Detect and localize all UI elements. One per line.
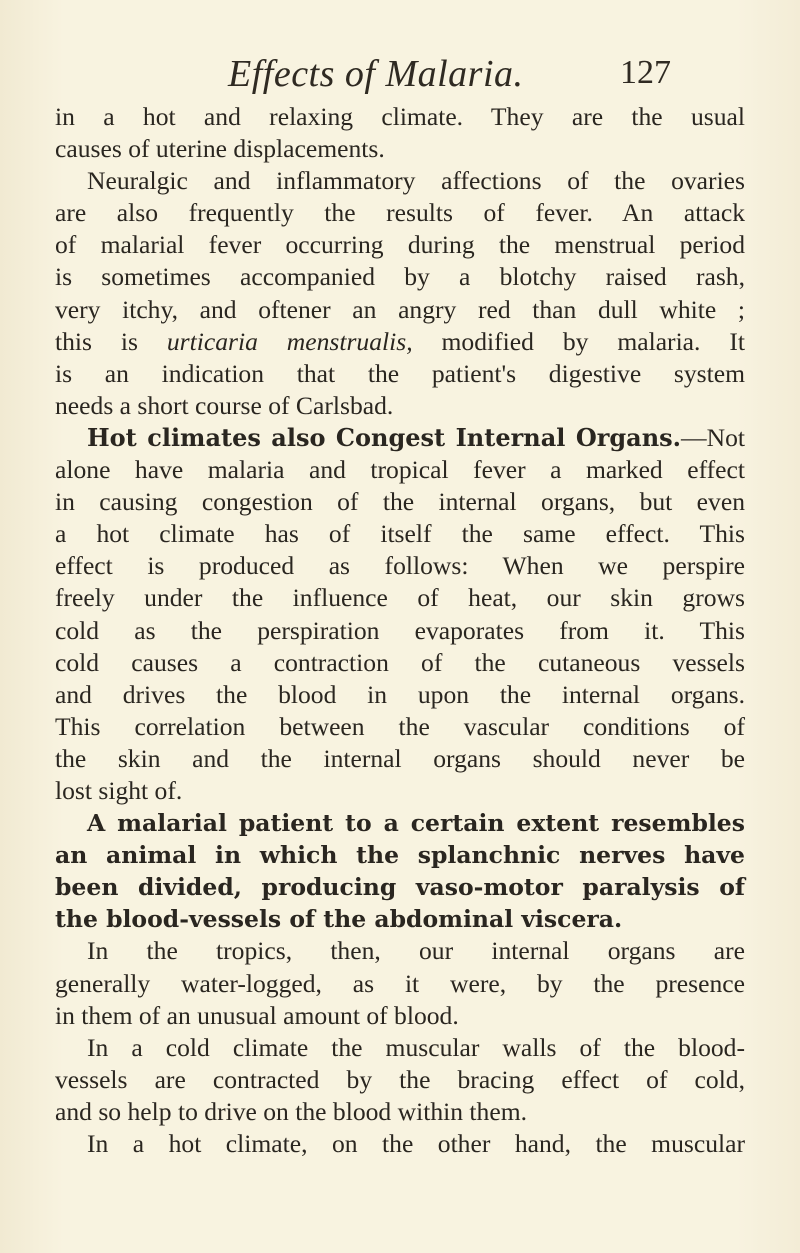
- running-head: Effects of Malaria.: [228, 53, 524, 95]
- text-line: and drives the blood in upon the internal organs.: [55, 679, 745, 709]
- page-header: [0, 52, 800, 100]
- text-line: generally water-logged, as it were, by the presence: [55, 968, 745, 998]
- text-line: alone have malaria and tropical fever a marked effect: [55, 455, 745, 485]
- text-line: is an indication that the patient's digestive system: [55, 358, 745, 388]
- text-line: in a hot and relaxing climate. They are the usual: [55, 102, 745, 131]
- text-run: —Not: [681, 422, 745, 452]
- text-line: in causing congestion of the internal organs, but even: [55, 487, 745, 517]
- text-line: been divided, producing vaso-motor paralysis of: [55, 873, 745, 902]
- text-line: in them of an unusual amount of blood.: [55, 1000, 459, 1030]
- text-line: freely under the influence of heat, our skin grows: [55, 583, 745, 613]
- text-line: causes of uterine displacements.: [55, 134, 385, 164]
- text-line: In the tropics, then, our internal organs are: [87, 936, 745, 966]
- text-line: [55, 326, 745, 358]
- text-line: Neuralgic and inflammatory affections of the ovaries: [87, 166, 745, 196]
- body-text: [55, 101, 745, 1160]
- text-line: and so help to drive on the blood within them.: [55, 1096, 527, 1126]
- text-line: is sometimes accompanied by a blotchy raised rash,: [55, 262, 745, 292]
- italic-term: urticaria menstrualis,: [166, 326, 413, 356]
- text-run: modified by malaria. It: [412, 326, 745, 356]
- text-line: vessels are contracted by the bracing effect of cold,: [55, 1064, 745, 1094]
- text-line: In a cold climate the muscular walls of the blood-: [87, 1032, 745, 1062]
- text-run: this is: [55, 326, 167, 356]
- text-line: A malarial patient to a certain extent resembles: [87, 809, 745, 838]
- text-line: an animal in which the splanchnic nerves have: [55, 841, 745, 870]
- section-heading-line: [55, 422, 745, 454]
- page-number: 127: [620, 54, 671, 91]
- text-line: effect is produced as follows: When we perspire: [55, 551, 745, 581]
- text-line: the blood-vessels of the abdominal viscera.: [55, 905, 623, 934]
- text-line: the skin and the internal organs should never be: [55, 743, 745, 773]
- text-line: cold as the perspiration evaporates from it. This: [55, 615, 745, 645]
- text-line: This correlation between the vascular conditions of: [55, 711, 745, 741]
- text-line: very itchy, and oftener an angry red than dull white ;: [55, 294, 745, 324]
- text-line: needs a short course of Carlsbad.: [55, 390, 394, 420]
- text-line: In a hot climate, on the other hand, the muscular: [87, 1129, 745, 1158]
- text-line: cold causes a contraction of the cutaneous vessels: [55, 647, 745, 677]
- text-line: lost sight of.: [55, 775, 183, 805]
- text-line: a hot climate has of itself the same effect. This: [55, 519, 745, 549]
- section-heading: Hot climates also Congest Internal Organs.: [87, 422, 682, 452]
- text-line: of malarial fever occurring during the menstrual period: [55, 230, 745, 260]
- text-line: are also frequently the results of fever. An attack: [55, 198, 745, 228]
